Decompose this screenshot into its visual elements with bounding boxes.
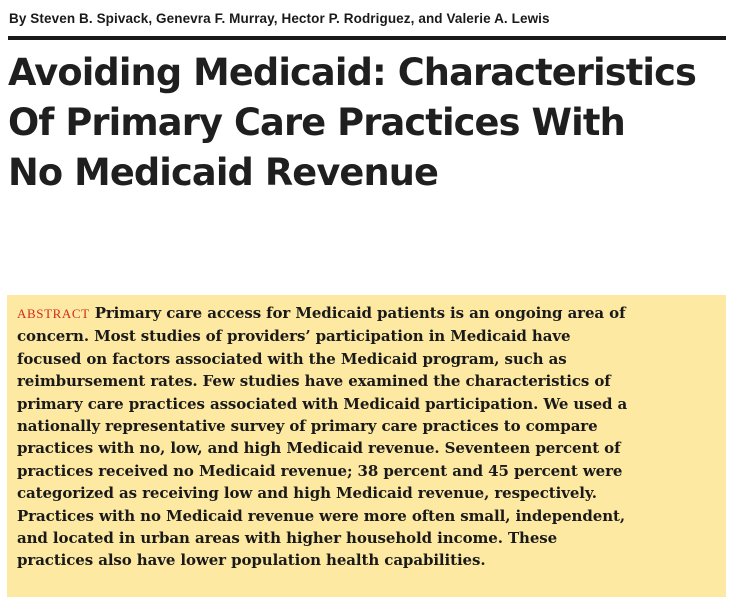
abstract-line: practices also have lower population health capabilities.: [17, 551, 486, 570]
title-line-2: Of Primary Care Practices With: [8, 100, 625, 144]
abstract-line: categorized as receiving low and high Medicaid revenue, respectively.: [17, 484, 597, 503]
author-byline: By Steven B. Spivack, Genevra F. Murray, Hector P. Rodriguez, and Valerie A. Lewis: [9, 11, 550, 26]
abstract-line: practices received no Medicaid revenue; 38 percent and 45 percent were: [17, 461, 623, 480]
abstract-box: [7, 295, 726, 597]
abstract-label: ABSTRACT: [17, 306, 90, 321]
title-line-1: Avoiding Medicaid: Characteristics: [8, 50, 697, 94]
abstract-line: focused on factors associated with the Medicaid program, such as: [17, 349, 567, 368]
abstract-line: concern. Most studies of providers’ participation in Medicaid have: [17, 327, 571, 346]
title-line-3: No Medicaid Revenue: [8, 150, 439, 194]
abstract-line: nationally representative survey of primary care practices to compare: [17, 417, 598, 436]
article-title: [8, 47, 719, 197]
abstract-text: [17, 302, 716, 572]
abstract-line: primary care practices associated with Medicaid participation. We used a: [17, 394, 628, 413]
abstract-line: reimbursement rates. Few studies have examined the characteristics of: [17, 372, 611, 391]
abstract-line: Primary care access for Medicaid patients is an ongoing area of: [94, 304, 626, 322]
abstract-line: and located in urban areas with higher household income. These: [17, 529, 558, 548]
abstract-line: Practices with no Medicaid revenue were more often small, independent,: [17, 506, 625, 525]
header-rule: [8, 36, 726, 40]
abstract-line: practices with no, low, and high Medicaid revenue. Seventeen percent of: [17, 439, 621, 458]
